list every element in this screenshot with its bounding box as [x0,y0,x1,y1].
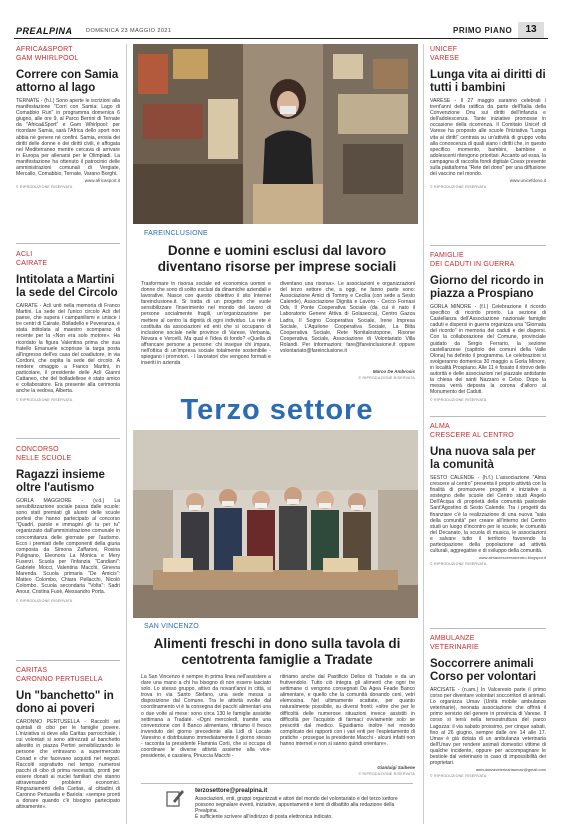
divider [16,438,120,439]
article-headline: Giorno del ricordo in piazza a Prospiano [430,275,544,300]
article-body-col1: Trasformare in risorsa sociale ed economica uomini e donne che sono di solito esclusi da dinamiche aziendali e lavorative. Nasce con questo obiettivo il sito Internet fareinclusione.it. Si tratta di un progetto che vuole sensibilizzare l'inserimento nel mondo del lavoro di persone socialmente fragili, un'organizzazione per mettere al centro la dignità di ogni individuo. La rete è costituita da associazioni ed enti che si occupano di inclusione sociale nelle province di Varese, Verbania, Novara e Vercelli. Ma qual è l'idea di fondo? «Quella di affrancare persone a persone: chi insegue chi impara, nell'ottica di un'impresa sociale totalmente sostenibile - spiegano i promotori. - I lavoratori che vengono formati e inseriti in azienda [141,281,271,367]
left-column-rule [126,44,127,824]
copyright-note: © RIPRODUZIONE RISERVATA [430,398,487,403]
article-body: CARONNO PERTUSELLA - Raccolti sei quintali di cibo per le famiglie povere. L'iniziativa si deve alla Caritas parrocchiale, i cui volontari si sono attrezzati al banchetto allestito in piazza Pertini sensibilizzando le persone che entravano a supermercato Conad e che facevano acquisti nel negozi. Raccolti soprattutto nel tempo numerosi pacchi di cibo di prima necessità, pronti per essere donati ai nuclei familiari che stanno attraversando problemi economici. Ringraziamenti della Caritas, al cittadini di Caronno Pertusella e Bariola: «sempre pronti a donare quando c'è bisogno partecipato attivamente». [16,719,120,811]
article-caritas [16,667,120,810]
article-link[interactable]: ambulanzaveterinariaumav@gmail.com [475,767,546,773]
contact-email[interactable]: terzosettore@prealpina.it [195,788,268,794]
copyright-note: © RIPRODUZIONE RISERVATA [430,562,487,567]
section-banner: Terzo settore [180,394,374,426]
article-link[interactable]: www.africasport.it [84,178,120,184]
article-kicker-sub: GAM WHIRLPOOL [16,54,79,62]
right-column-rule [423,44,424,824]
article-headline: Ragazzi insieme oltre l'autismo [16,469,105,494]
article-body: GORLA MAGGIORE - (v.d.) La sensibilizzazione sociale passa dalle scuole: sono stati premiati gli alunni delle scuole porfesi che hanno partecipato al concorso "Quadri, parole e immagini gli tu per tu" organizzato dall'amministrazione comunale in concomitanza delle giornate per l'autismo. Ecco i premiati delle componenti della giuria composta da Simona Zaffaroni, Rosina Pulignano, Eleonora La Monica e Mery Fuserzi. Scuola per l'infanzia "Candiani": Gabriele Mocci, Valentina Macchi, Ginevra Marenda. Scuola primaria "De Amicis": Matteo Colombo, Chiara Pellacchi, Nicolò Colombo. Scuola secondaria "Volta": Sadri Anour, Cristina Fusè, Alessandro Porta. [16,498,120,596]
article-kicker-sub: NELLE SCUOLE [16,454,72,462]
article-headline: Alimenti freschi in dono sulla tavola di centotrenta famiglie a Tradate [153,636,401,667]
article-acli [16,251,120,402]
article-link[interactable]: www.almacrescerealcentro.blogspot.it [478,555,546,561]
copyright-note: © RIPRODUZIONE RISERVATA [430,774,487,779]
article-kicker: CONCORSO [16,446,59,453]
article-kicker: AFRICA&SPORT [16,46,73,53]
article-body: ARCISATE - (n.am.) In Valceresio parte il primo corso per diventare volontari soccorritori di animali. Lo organizza Umav (Unità mobile ambulanze veterinarie), neonata associazione che offrirà il primo servizio del genere in provincia di Varese. Il corso si terrà nella tensostruttura del parco Lagozza: il via sabato prossimo, per cinque sabati, fino al 26 giugno, sempre dalle ore 14 alle 17. Umav è già dotata di un ambulanza veterinaria dell'Unav per rendere animali domestici vittime di qualche incidente, oppure per accompagnare le bestiole dal veterinario in caso di impossibilità dei proprietari. [430,687,546,767]
page-date: DOMENICA 23 MAGGIO 2021 [86,28,172,34]
divider [430,628,546,629]
article-kicker: ACLI [16,251,33,258]
article-alma [430,423,546,566]
article-headline: Una nuova sala per la comunità [430,446,536,471]
divider [16,243,120,244]
article-body-col2: ritiriamo anche dal Pastificio Dellos di Tradate e da un frutivendolo. Tutto ciò integra gli alimenti che ogni tre settimane ci vengono consegnati Da Agea Feade Banco alimentare, e quello che la comunità donando ceni, vetri elemosina. Nel ultimamente scattate, per quanto naturalmente possibile, su diversi fronti: «oltre che per le difficoltà delle numerose situazioni invece assistiti in difficoltà per l'acquisto di farmaci ovviamente solo se prescritti dal medico. Eguidiamo inoltre nel mondo complicato dei rapporti con i vari enti per l'espletamento di pratiche - prosegue la presidente Macchi - alcuni infatti non hanno internet e non si sanno quindi orientare». [280,674,415,748]
contact-text-note: È sufficiente scrivere all'indirizzo di posta elettronica indicato. [195,814,333,821]
masthead-logo: PREALPINA [16,26,73,36]
section-name: PRIMO PIANO [453,26,513,35]
article-africa-sport [16,46,120,189]
article-kicker-sub: CARONNO PERTUSELLA [16,675,103,683]
article-headline: Lunga vita ai diritti di tutti i bambini [430,69,546,94]
photo-fareinclusione [133,44,418,224]
edit-icon [165,788,185,808]
article-kicker-sub: DEI CADUTI IN GUERRA [430,260,515,268]
article-kicker: CARITAS [16,667,48,674]
article-link[interactable]: www.unicefdono.it [509,178,546,184]
article-famiglie-caduti [430,252,546,402]
article-kicker-sub: VARESE [430,54,460,62]
article-ambulanze [430,635,546,778]
article-body: GORLA MINORE - (f.l.) Celebrazione il ricordo specifico di ricordo pronto. La sezione di Castellanza dell'Associazione nazionale famiglie caduti e dispersi in guerra organizza una "Giornata del ricordo" in memoria dei caduti e dei dispersi. Con la collaborazione del Comune, provinciale guidato da Sergio Ferrario, la sezione castellanzese (capitolo dei comuni della Valle Olona) ha definito il programma. Le celebrazioni si svolgeranno domenica 30 maggio a Gorla Minore, in località Prospiano. Alle 11 è fissato il ritrovo delle autorità e delle associazioni nel piazzale antistante la chiesa dei santi Nazzaro e Celso. Dopo la messa verrà deposta la corona d'alloro al Monumento dei Caduti. [430,304,546,396]
article-body: SESTO CALENDE - (h.f.) L'associazione "Alma crescere al centro" presenta il proprio attività con la finalità di promuovere progetti e iniziative a sostegno delle scuole del Centro studi Angelo Dell'Acqua di proprietà della comunità pastorale Sant'Agostino di Sesto Calende. Tra i progetti da finanziare c'è la realizzazione di una nuova "sala della comunità" per creare all'interno del Centro studi un luogo d'incontro per le scuole, le comunità del Decanato, la scuola di musica, le associazioni e salvare tutto il territorio favorendo la partecipazione della popolazione ad attività culturali, aggregative e di sviluppo della comunità. [430,475,546,555]
article-kicker: FAMIGLIE [430,252,464,259]
divider [141,783,413,784]
article-kicker: FAREINCLUSIONE [144,230,208,237]
copyright-note: © RIPRODUZIONE RISERVATA [430,185,487,190]
copyright-note: © RIPRODUZIONE RISERVATA [16,398,73,403]
article-author: Gianluigi Saibene [377,765,415,770]
article-unicef [430,46,546,189]
article-author: Marco De Ambrosis [372,369,415,374]
article-body: CAIRATE - Acli unti nella memoria di Franco Martini. La sede del l'unico circolo Acli del paese, che supera i campanilismi e unisce i tre centri di Cairate, Bolladello e Peveranza, è stata intitolata al maestro scomparso di recente per la «Non era solo motore». Ha ricordato la figura Valentina prima che sua fratello Emanuele scoprisse la targa posta all'ingresso dell'ex casa del coadiutore, in via Cordoni, che ospita la sede del circolo. A rendere omaggio a Franco Martini, in particolare, il presidente delle Acli Gianni Cattaneo, che del bolladellese è stato amico e collaboratore. Era presente alla cerimonia anche la vedova, Alberta. [16,303,120,395]
article-body-col1: La San Vincenzo è sempre in prima linea nell'assistere a dare una mano a chi ha bisogno di non essere lasciato solo. Lo stesso gruppo, attivo da novant'anni in città, si trova in via Santo Stefano, una sede messa a disposizione dal Comune. Tra le attività svolte dal coordinamento vi è la consegna dei pacchi alimentari una o due volte al mese: sono circa 130 le famiglie assistite settimana a Tradate. «Ogni mercoledì, tramite una convenzione con il Banco alimentare, ritiriamo il fresco invenduto del giorno precedente alla Lidl di Locate Varesino e distribuiamo immediatamente il giorno stesso - racconta la presidente Flaminia Corti, che si occupa di coordinare le diverse attività assieme alla vice-presidente, e cassiera, Pinuccia Macchi - [141,674,271,760]
contact-box [195,788,413,820]
article-kicker-sub: VETERINARIE [430,643,479,651]
article-headline: Soccorrere animali Corso per volontari [430,658,537,683]
article-headline: Donne e uomini esclusi dal lavoro diventano risorse per imprese sociali [157,243,397,274]
photo-san-vincenzo [133,430,418,618]
divider [16,660,120,661]
divider [430,416,546,417]
copyright-note: © RIPRODUZIONE RISERVATA [16,598,73,603]
contact-text: Associazioni, enti, gruppi organizzati e attori del mondo del volontariato e del terzo settore possono segnalare eventi, iniziative, appuntamenti e temi di dibattito alla redazione della Prealpina. [195,796,398,815]
article-kicker: AMBULANZE [430,635,475,642]
header-rule [14,38,548,39]
article-kicker: UNICEF [430,46,458,53]
copyright-note: © RIPRODUZIONE RISERVATA [358,376,415,380]
article-kicker-sub: CAIRATE [16,259,48,267]
article-kicker: ALMA [430,423,450,430]
article-kicker: SAN VINCENZO [144,623,199,630]
copyright-note: © RIPRODUZIONE RISERVATA [358,772,415,776]
divider [430,245,546,246]
article-headline: Un "banchetto" in dono ai poveri [16,690,114,715]
article-concorso [16,446,120,603]
article-body-col2: diventano una risorsa». Le associazioni e organizzazioni del terzo settore che, a oggi, ne fanno parte sono: Associazione Amici di Tommy e Cecilia (con sede a Sesto Calende), Associazione Dignità e Lavoro - Cecco Fornasi Odv, Il Ponte Cooperativa Sociale (da cui è nato il Laboratorio Genere Attiva di Golasecca), Centro Gazza Ladra, Il Sogno Cooperativa Sociale, Irene Impresa Sociale, L'Aquilone Cooperativa Sociale, La Bitta Cooperativa Sociale, Rete Nonitalostopone, Risorse Cooperativa Sociale, Associazione di Volontariato Villa Rolandi. Per informazioni: fare@fareinclusione.it oppure volontariato@fareinclusione.it [280,281,415,355]
page-number: 13 [518,22,544,38]
article-kicker-sub: CRESCERE AL CENTRO [430,431,514,439]
article-body: TERNATE - (h.l.) Sono aperte le iscrizioni alla manifestazione "Corri con Samia: Lago di Comabbio Run" in programma domenica 6 giugno, alle ore 9, al Parco Berrini di Ternate da "Africa&Sport" e Gam Whirlpool: per ricordare Samia, sarà l'Africa dello sport non abbia né genere né confini. Samia, erosia dei diritti delle donne e dei diritti civili, è affogata nel Mediterraneo mentre cercava di arrivare in Europa per allenarsi per le Olimpiadi. La manifestazione ha ottenuto il patrocinio delle amministrazioni comunali di Vergiate, Mercallo, Comabbio, Ternate, Varano Borghi. [16,98,120,178]
article-body: VARESE - Il 27 maggio saranno celebrati i trent'anni della ratifica da parte dell'Italia della Convenzione Onu sui diritti dell'infanzia e dell'adolescenza. Tante iniziative promosse in occasione della ricorrenza. Il Comitato Unicef di Varese ha proposto alle scuole l'iniziativa "Lunga vita ai diritti" centrata su un'attività di gruppo volta alla conoscenza di quali siano i diritti che, in questo specifico momento, bambini, bambine e adolescenti ritengono prioritari. Accanto ad essa, la campagna di raccolta fondi digitale Covax presente sulla piattaforma "Rete del dono" per una diffusione del vaccino nel mondo. [430,98,546,178]
article-headline: Correre con Samia attorno al lago [16,69,119,94]
copyright-note: © RIPRODUZIONE RISERVATA [16,185,73,190]
article-headline: Intitolata a Martini la sede del Circolo [16,274,118,299]
